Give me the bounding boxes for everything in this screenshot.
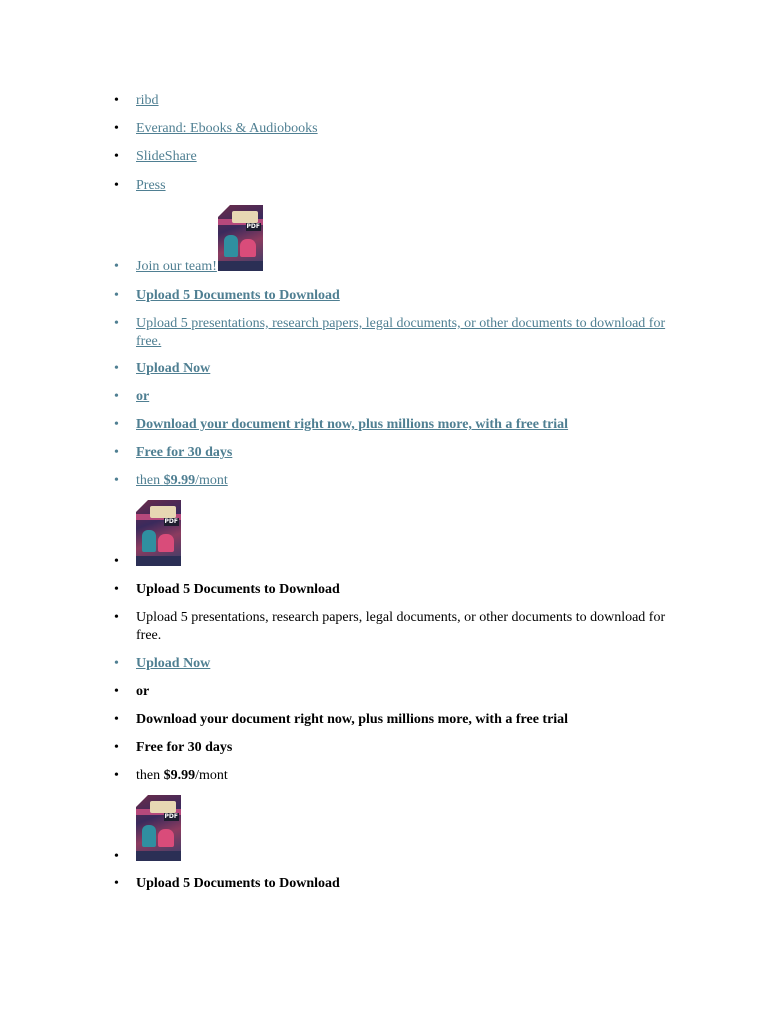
promo-description-item xyxy=(114,609,666,645)
trial-item xyxy=(114,416,666,434)
pdf-badge-icon: PDF xyxy=(164,518,178,525)
promo-heading-item xyxy=(114,875,666,893)
price-amount: $9.99 xyxy=(163,768,196,783)
or-link[interactable]: or xyxy=(136,389,150,404)
bullet-dot-icon: • xyxy=(114,768,119,783)
bullet-dot-icon: • xyxy=(114,417,119,432)
bullet-dot-icon: • xyxy=(114,316,119,331)
free-trial-text: Download your document right now, plus millions more, with a free trial xyxy=(136,712,569,727)
document-thumbnail-icon[interactable] xyxy=(136,500,181,566)
or-text: or xyxy=(136,684,150,699)
document-thumbnail-icon[interactable] xyxy=(136,795,181,861)
nav-item-everand xyxy=(114,120,666,138)
thumbnail-title-block xyxy=(232,211,258,223)
bullet-dot-icon: • xyxy=(114,740,119,755)
page-fold-icon xyxy=(136,795,148,807)
or-item xyxy=(114,683,666,701)
bullet-dot-icon: • xyxy=(114,178,119,193)
free-trial-link[interactable]: Download your document right now, plus millions more, with a free trial xyxy=(136,417,569,432)
free-days-item xyxy=(114,739,666,757)
thumbnail-floor xyxy=(218,261,263,271)
bullet-dot-icon: • xyxy=(114,361,119,376)
promo-description-text: Upload 5 presentations, research papers, legal documents, or other documents to download for free. xyxy=(136,610,666,643)
page-fold-icon xyxy=(136,500,148,512)
bullet-dot-icon: • xyxy=(114,849,119,864)
document-thumbnail-icon[interactable] xyxy=(218,205,263,271)
promo-heading-item xyxy=(114,287,666,305)
upload-now-item xyxy=(114,655,666,673)
promo-description-item xyxy=(114,315,666,351)
page-fold-icon xyxy=(218,205,230,217)
free-days-item xyxy=(114,444,666,462)
free-days-text: Free for 30 days xyxy=(136,740,233,755)
price-period: /mont xyxy=(195,473,228,488)
price-item xyxy=(114,767,666,785)
trial-item xyxy=(114,711,666,729)
price-prefix: then xyxy=(136,473,164,488)
thumbnail-floor xyxy=(136,851,181,861)
nav-link-press[interactable]: Press xyxy=(136,178,166,193)
bullet-dot-icon: • xyxy=(114,288,119,303)
price-amount: $9.99 xyxy=(163,473,196,488)
price-link[interactable] xyxy=(136,473,228,488)
bullet-dot-icon: • xyxy=(114,876,119,891)
bullet-dot-icon: • xyxy=(114,712,119,727)
bullet-dot-icon: • xyxy=(114,149,119,164)
bullet-dot-icon: • xyxy=(114,389,119,404)
nav-item-press xyxy=(114,177,666,195)
upload-now-button[interactable]: Upload Now xyxy=(136,656,211,671)
price-prefix: then xyxy=(136,768,164,783)
promo-heading-text: Upload 5 Documents to Download xyxy=(136,582,340,597)
price-period: /mont xyxy=(195,768,228,783)
bullet-dot-icon: • xyxy=(114,684,119,699)
promo-heading-item xyxy=(114,581,666,599)
promo-heading-link[interactable]: Upload 5 Documents to Download xyxy=(136,288,340,303)
thumbnail-figure xyxy=(158,829,174,847)
nav-link-join[interactable]: Join our team! xyxy=(136,259,217,274)
thumbnail-floor xyxy=(136,556,181,566)
price-text xyxy=(136,768,228,783)
thumbnail-figure xyxy=(158,534,174,552)
nav-link-ribd[interactable]: ribd xyxy=(136,93,159,108)
nav-item-slideshare xyxy=(114,148,666,166)
bullet-dot-icon: • xyxy=(114,93,119,108)
bullet-dot-icon: • xyxy=(114,656,119,671)
nav-link-slideshare[interactable]: SlideShare xyxy=(136,149,197,164)
or-item xyxy=(114,388,666,406)
thumbnail-title-block xyxy=(150,506,176,518)
upload-now-item xyxy=(114,360,666,378)
nav-item-ribd xyxy=(114,92,666,110)
pdf-badge-icon: PDF xyxy=(164,813,178,820)
thumbnail-figure xyxy=(240,239,256,257)
nav-link-everand[interactable]: Everand: Ebooks & Audiobooks xyxy=(136,121,318,136)
bullet-dot-icon: • xyxy=(114,473,119,488)
promo-heading-text: Upload 5 Documents to Download xyxy=(136,876,340,891)
bullet-dot-icon: • xyxy=(114,445,119,460)
thumbnail-title-block xyxy=(150,801,176,813)
pdf-badge-icon: PDF xyxy=(246,223,260,230)
thumbnail-figure xyxy=(142,825,156,847)
price-item xyxy=(114,472,666,490)
bullet-dot-icon: • xyxy=(114,582,119,597)
bullet-dot-icon: • xyxy=(114,554,119,569)
thumbnail-figure xyxy=(224,235,238,257)
upload-now-link[interactable]: Upload Now xyxy=(136,361,211,376)
bullet-dot-icon: • xyxy=(114,259,119,274)
thumbnail-figure xyxy=(142,530,156,552)
bullet-dot-icon: • xyxy=(114,610,119,625)
bullet-dot-icon: • xyxy=(114,121,119,136)
nav-item-join xyxy=(114,258,666,276)
promo-description-link[interactable]: Upload 5 presentations, research papers, legal documents, or other documents to download for free. xyxy=(136,316,666,349)
free-days-link[interactable]: Free for 30 days xyxy=(136,445,233,460)
